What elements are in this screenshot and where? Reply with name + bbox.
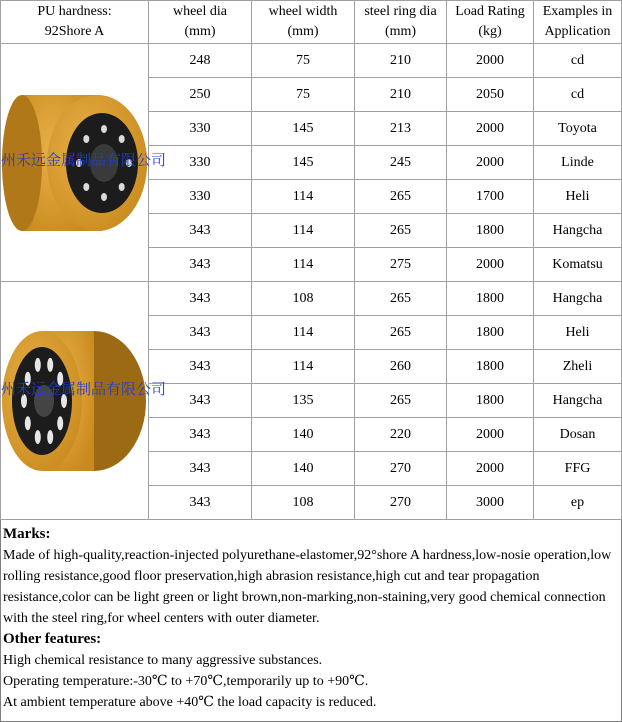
steel-ring-cell: 265: [355, 316, 447, 350]
steel-ring-cell: 270: [355, 452, 447, 486]
table-row: [1, 282, 622, 316]
load-rating-cell: 1700: [447, 180, 534, 214]
wheel-dia-cell: 343: [149, 452, 252, 486]
header-label: wheel width: [268, 4, 338, 19]
wheel-dia-cell: 343: [149, 214, 252, 248]
wheel-dia-cell: 343: [149, 486, 252, 520]
wheel-dia-cell: 250: [149, 78, 252, 112]
wheel-width-cell: 114: [252, 316, 355, 350]
steel-ring-cell: 245: [355, 146, 447, 180]
load-rating-cell: 2000: [447, 44, 534, 78]
header-unit: (kg): [478, 24, 502, 39]
wheel-dia-cell: 248: [149, 44, 252, 78]
wheel-photo-1: [1, 44, 167, 282]
header-label: Load Rating: [455, 4, 525, 19]
steel-ring-cell: 213: [355, 112, 447, 146]
load-rating-cell: 1800: [447, 316, 534, 350]
steel-ring-cell: 270: [355, 486, 447, 520]
marks-body: Made of high-quality,reaction-injected polyurethane-elastomer,92°shore A hardness,low-nosie operation,low rolling resistance,good floor preservation,high abrasion resistance,high cut and tear propagation resistance,color can be light green or light brown,non-marking,non-staining,very good chemical connection with the steel ring,for wheel centers with outer diameter.: [3, 548, 612, 626]
header-pu-line2: 92Shore A: [44, 24, 105, 39]
application-cell: Komatsu: [534, 248, 622, 282]
application-cell: Linde: [534, 146, 622, 180]
wheel-photo-2: [1, 282, 167, 520]
wheel-width-cell: 114: [252, 214, 355, 248]
header-pu-line1: PU hardness:: [37, 4, 112, 19]
application-cell: Dosan: [534, 418, 622, 452]
header-label: Examples in: [542, 4, 613, 19]
wheel-width-cell: 108: [252, 282, 355, 316]
wheel-dia-cell: 343: [149, 248, 252, 282]
other-feature-line: High chemical resistance to many aggressive substances.: [3, 653, 323, 668]
wheel-width-cell: 75: [252, 78, 355, 112]
wheel-dia-cell: 330: [149, 112, 252, 146]
wheel-dia-cell: 343: [149, 418, 252, 452]
watermark-text: 州禾远金属制品有限公司: [1, 151, 167, 169]
header-load-rating: [447, 1, 534, 44]
wheel-dia-cell: 343: [149, 350, 252, 384]
load-rating-cell: 2000: [447, 452, 534, 486]
steel-ring-cell: 275: [355, 248, 447, 282]
steel-ring-cell: 210: [355, 78, 447, 112]
steel-ring-cell: 265: [355, 214, 447, 248]
wheel-width-cell: 114: [252, 180, 355, 214]
wheel-width-cell: 145: [252, 146, 355, 180]
marks-title: Marks:: [3, 526, 51, 542]
wheel-width-cell: 140: [252, 452, 355, 486]
wheel-width-cell: 135: [252, 384, 355, 418]
header-unit: (mm): [384, 24, 417, 39]
load-rating-cell: 1800: [447, 384, 534, 418]
table-row: [1, 44, 622, 78]
header-unit: (mm): [184, 24, 216, 39]
other-feature-line: At ambient temperature above +40℃ the load capacity is reduced.: [3, 695, 377, 710]
steel-ring-cell: 220: [355, 418, 447, 452]
other-features-title: Other features:: [3, 631, 102, 647]
header-label: wheel dia: [172, 4, 228, 19]
application-cell: Hangcha: [534, 282, 622, 316]
watermark-text: 州禾远金属制品有限公司: [1, 380, 167, 398]
application-cell: cd: [534, 44, 622, 78]
load-rating-cell: 1800: [447, 214, 534, 248]
pu-wheel-spoked-image: [1, 326, 167, 476]
application-cell: FFG: [534, 452, 622, 486]
header-wheel-width: [252, 1, 355, 44]
wheel-dia-cell: 330: [149, 180, 252, 214]
load-rating-cell: 2000: [447, 146, 534, 180]
notes-section: [3, 524, 615, 713]
application-cell: Toyota: [534, 112, 622, 146]
application-cell: Zheli: [534, 350, 622, 384]
application-cell: Hangcha: [534, 384, 622, 418]
steel-ring-cell: 265: [355, 282, 447, 316]
header-application: [534, 1, 622, 44]
header-unit: Application: [544, 24, 611, 39]
header-pu-hardness: [1, 1, 149, 44]
header-wheel-dia: [149, 1, 252, 44]
load-rating-cell: 2050: [447, 78, 534, 112]
load-rating-cell: 2000: [447, 418, 534, 452]
load-rating-cell: 1800: [447, 350, 534, 384]
application-cell: ep: [534, 486, 622, 520]
application-cell: Heli: [534, 180, 622, 214]
load-rating-cell: 2000: [447, 112, 534, 146]
wheel-width-cell: 145: [252, 112, 355, 146]
application-cell: cd: [534, 78, 622, 112]
other-feature-line: Operating temperature:-30℃ to +70℃,temporarily up to +90℃.: [3, 674, 369, 689]
steel-ring-cell: 265: [355, 180, 447, 214]
wheel-width-cell: 114: [252, 350, 355, 384]
steel-ring-cell: 210: [355, 44, 447, 78]
steel-ring-cell: 265: [355, 384, 447, 418]
wheel-dia-cell: 343: [149, 282, 252, 316]
wheel-width-cell: 140: [252, 418, 355, 452]
wheel-dia-cell: 343: [149, 384, 252, 418]
load-rating-cell: 3000: [447, 486, 534, 520]
application-cell: Hangcha: [534, 214, 622, 248]
wheel-width-cell: 75: [252, 44, 355, 78]
header-label: steel ring dia: [364, 4, 437, 19]
steel-ring-cell: 260: [355, 350, 447, 384]
header-steel-ring-dia: [355, 1, 447, 44]
load-rating-cell: 1800: [447, 282, 534, 316]
application-cell: Heli: [534, 316, 622, 350]
wheel-width-cell: 108: [252, 486, 355, 520]
load-rating-cell: 2000: [447, 248, 534, 282]
wheel-width-cell: 114: [252, 248, 355, 282]
wheel-dia-cell: 330: [149, 146, 252, 180]
wheel-dia-cell: 343: [149, 316, 252, 350]
header-unit: (mm): [287, 24, 319, 39]
header-row: [1, 1, 622, 44]
